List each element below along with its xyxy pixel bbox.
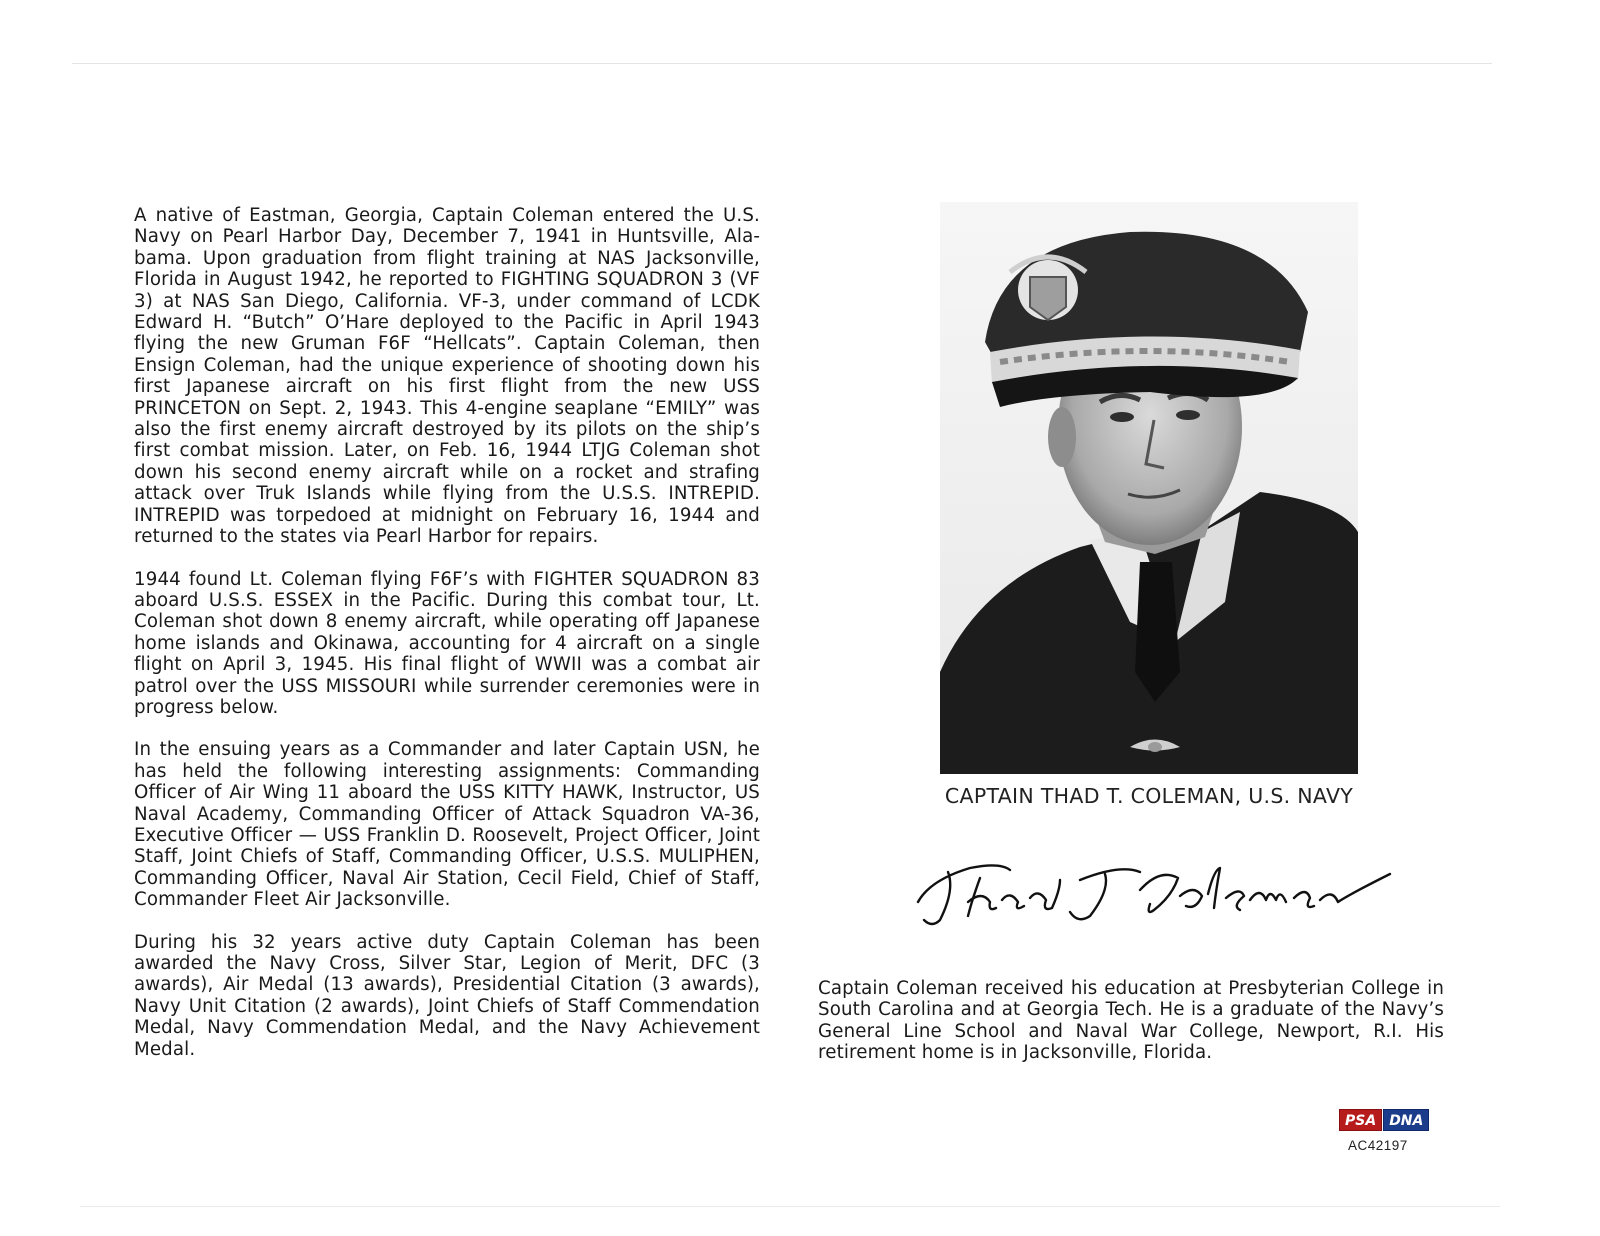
dna-logo-text: DNA — [1383, 1109, 1429, 1131]
portrait-caption: CAPTAIN THAD T. COLEMAN, U.S. NAVY — [944, 784, 1354, 808]
bio-paragraph-2: 1944 found Lt. Coleman flying F6F’s with FIGHTER SQUADRON 83 aboard U.S.S. ESSEX in the Pacific. During this combat tour, Lt. Coleman shot down 8 enemy aircraft, while operating off Japanese home islands and Okinawa, accounting for 4 aircraft on a single flight on April 3, 1945. His final flight of WWII was a combat air patrol over the USS MISSOURI while surrender ceremonies were in progress below. — [134, 568, 760, 718]
certificate-id: AC42197 — [1348, 1138, 1408, 1153]
top-divider — [72, 63, 1492, 64]
portrait-photo — [940, 202, 1358, 774]
bio-paragraph-1: A native of Eastman, Georgia, Captain Coleman entered the U.S. Navy on Pearl Harbor Day, December 7, 1941 in Huntsville, Alabama. Upon graduation from flight training at NAS Jacksonville, Florida in August 1942, he reported to FIGHTING SQUADRON 3 (VF 3) at NAS San Diego, California. VF-3, under command of LCDK Edward H. “Butch” O’Hare deployed to the Pacific in April 1943 flying the new Gruman F6F “Hellcats”. Captain Coleman, then Ensign Coleman, had the unique experience of shooting down his first Japanese aircraft on his first flight from the new USS PRINCETON on Sept. 2, 1943. This 4-engine seaplane “EMILY” was also the first enemy aircraft destroyed by its pilots on the ship’s first combat mission. Later, on Feb. 16, 1944 LTJG Coleman shot down his second enemy aircraft while on a rocket and strafing attack over Truk Islands while flying from the U.S.S. INTREPID. INTREPID was torpedoed at midnight on February 16, 1944 and returned to the states via Pearl Harbor for repairs. — [134, 205, 760, 548]
bio-paragraph-4: During his 32 years active duty Captain Coleman has been awarded the Navy Cross, Silver Star, Legion of Merit, DFC (3 awards), Air Medal (13 awards), Presidential Citation (3 awards), Navy Unit Citation (2 awards), Joint Chiefs of Staff Commendation Medal, Navy Commendation Medal, and the Navy Achievement Medal. — [134, 931, 760, 1060]
portrait-illustration — [940, 202, 1358, 774]
handwritten-signature — [910, 850, 1400, 930]
psa-dna-logo — [1339, 1109, 1425, 1131]
psa-logo-text: PSA — [1339, 1109, 1382, 1131]
bottom-divider — [80, 1206, 1500, 1207]
biography-column — [134, 205, 760, 1081]
bio-paragraph-3: In the ensuing years as a Commander and later Captain USN, he has held the following interesting assignments: Commanding Officer of Air Wing 11 aboard the USS KITTY HAWK, Instructor, US Naval Academy, Commanding Officer of Attack Squadron VA-36, Executive Officer — USS Franklin D. Roosevelt, Project Officer, Joint Staff, Joint Chiefs of Staff, Commanding Officer, U.S.S. MULIPHEN, Commanding Officer, Naval Air Station, Cecil Field, Chief of Staff, Commander Fleet Air Jacksonville. — [134, 739, 760, 911]
signature — [910, 850, 1400, 930]
education-paragraph: Captain Coleman received his education at Presbyterian College in South Carolina and at Georgia Tech. He is a graduate of the Navy’s General Line School and Naval War College, Newport, R.I. His retirement home is in Jacksonville, Florida. — [818, 978, 1444, 1064]
